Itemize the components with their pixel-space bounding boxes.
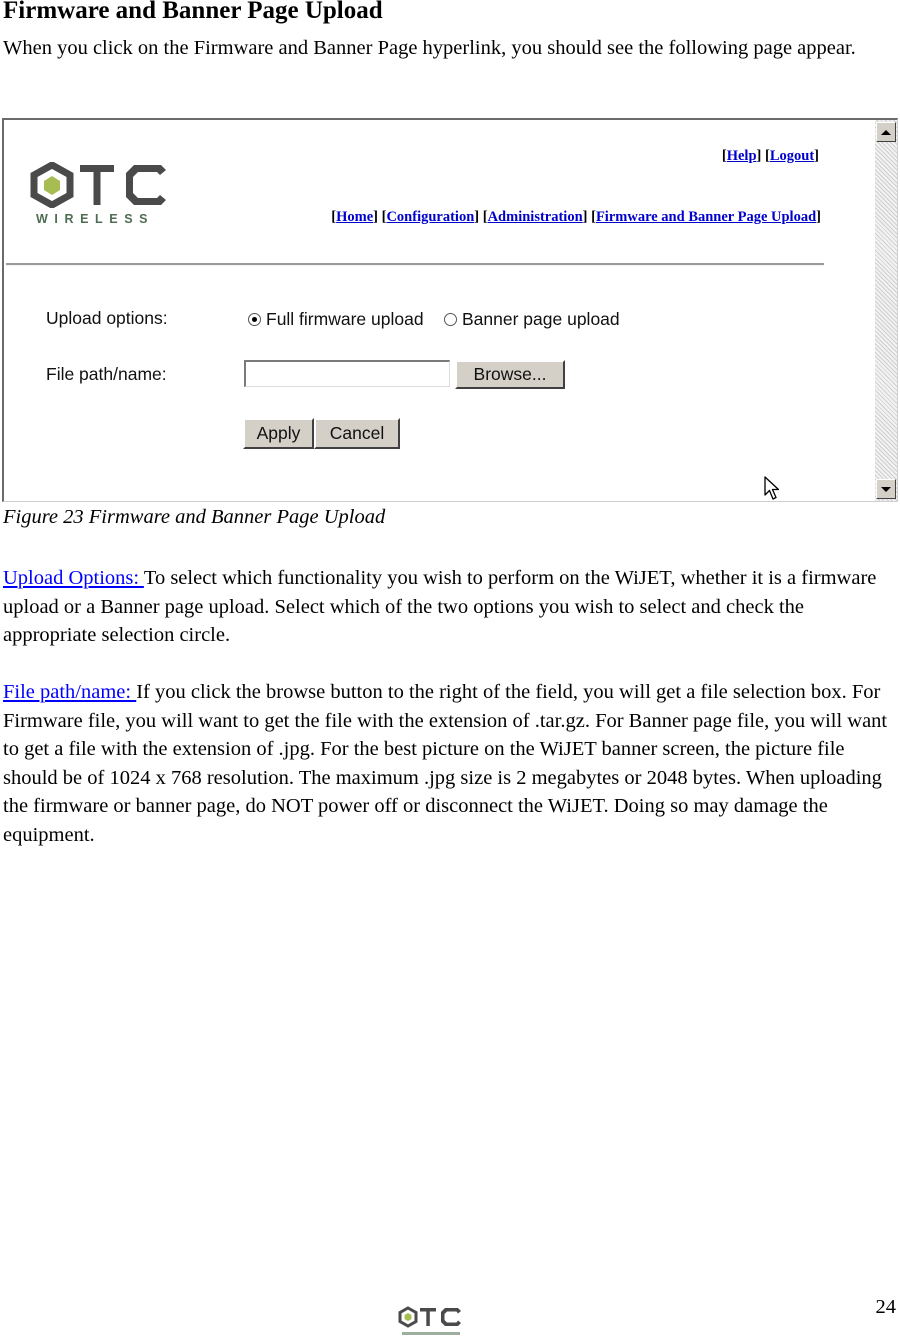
upload-options-paragraph	[3, 564, 893, 650]
full-firmware-option[interactable]	[248, 309, 424, 330]
banner-page-option[interactable]	[444, 309, 620, 330]
banner-page-label: Banner page upload	[462, 309, 620, 329]
nav-firmware-link[interactable]: Firmware and Banner Page Upload	[595, 209, 817, 225]
nav-administration-link[interactable]: Administration	[487, 209, 583, 225]
file-path-input[interactable]	[244, 360, 450, 387]
footer-otc-logo-icon	[398, 1306, 464, 1340]
section-heading: Firmware and Banner Page Upload	[3, 0, 383, 24]
cancel-button[interactable]: Cancel	[314, 418, 400, 449]
upload-options-label: Upload options:	[46, 308, 168, 328]
full-firmware-radio[interactable]	[248, 313, 261, 326]
file-path-paragraph	[3, 678, 898, 849]
radio-selected-dot	[252, 317, 257, 322]
scroll-down-button[interactable]	[876, 479, 896, 499]
intro-paragraph: When you click on the Firmware and Banner Page hyperlink, you should see the following page appear.	[3, 37, 856, 59]
scroll-down-arrow-icon	[881, 487, 891, 492]
file-path-term: File path/name:	[3, 681, 137, 703]
apply-button[interactable]: Apply	[243, 418, 314, 449]
scroll-up-arrow-icon	[881, 130, 891, 135]
top-nav: [Help] [Logout]	[721, 148, 819, 164]
scroll-up-button[interactable]	[876, 122, 896, 142]
mouse-pointer-icon	[764, 476, 782, 502]
screenshot-figure	[2, 118, 898, 502]
full-firmware-label: Full firmware upload	[266, 309, 424, 329]
vertical-scrollbar[interactable]	[875, 120, 897, 501]
banner-page-radio[interactable]	[444, 313, 457, 326]
upload-options-term: Upload Options:	[3, 567, 144, 589]
nav-home-link[interactable]: Home	[336, 209, 374, 225]
file-path-text: If you click the browse button to the right of the field, you will get a file selection box. For Firmware file, you will want to get the file with the extension of .tar.gz. For Banner page file, you will want to get a file with the extension of .jpg. For the best picture on the WiJET banner screen, the picture file should be of 1024 x 768 resolution. The maximum .jpg size is 2 megabytes or 2048 bytes. When uploading the firmware or banner page, do NOT power off or disconnect the WiJET. Doing so may damage the equipment.	[3, 681, 888, 846]
file-path-label: File path/name:	[46, 364, 167, 384]
logout-link[interactable]: Logout	[769, 148, 815, 164]
nav-configuration-link[interactable]: Configuration	[386, 209, 475, 225]
figure-caption: Figure 23 Firmware and Banner Page Upload	[3, 506, 386, 528]
otc-logo-icon	[29, 162, 171, 208]
header-divider	[6, 263, 824, 266]
page-number: 24	[875, 1296, 896, 1318]
browse-button[interactable]: Browse...	[455, 360, 565, 389]
upload-options-text: To select which functionality you wish to perform on the WiJET, whether it is a firmware upload or a Banner page upload. Select which of the two options you wish to select and check the appropriate selection circle.	[3, 567, 877, 646]
main-nav: [Home] [Configuration] [Administration] [Firmware and Banner Page Upload]	[331, 209, 821, 225]
logo-wordmark: WIRELESS	[36, 212, 155, 226]
help-link[interactable]: Help	[726, 148, 757, 164]
